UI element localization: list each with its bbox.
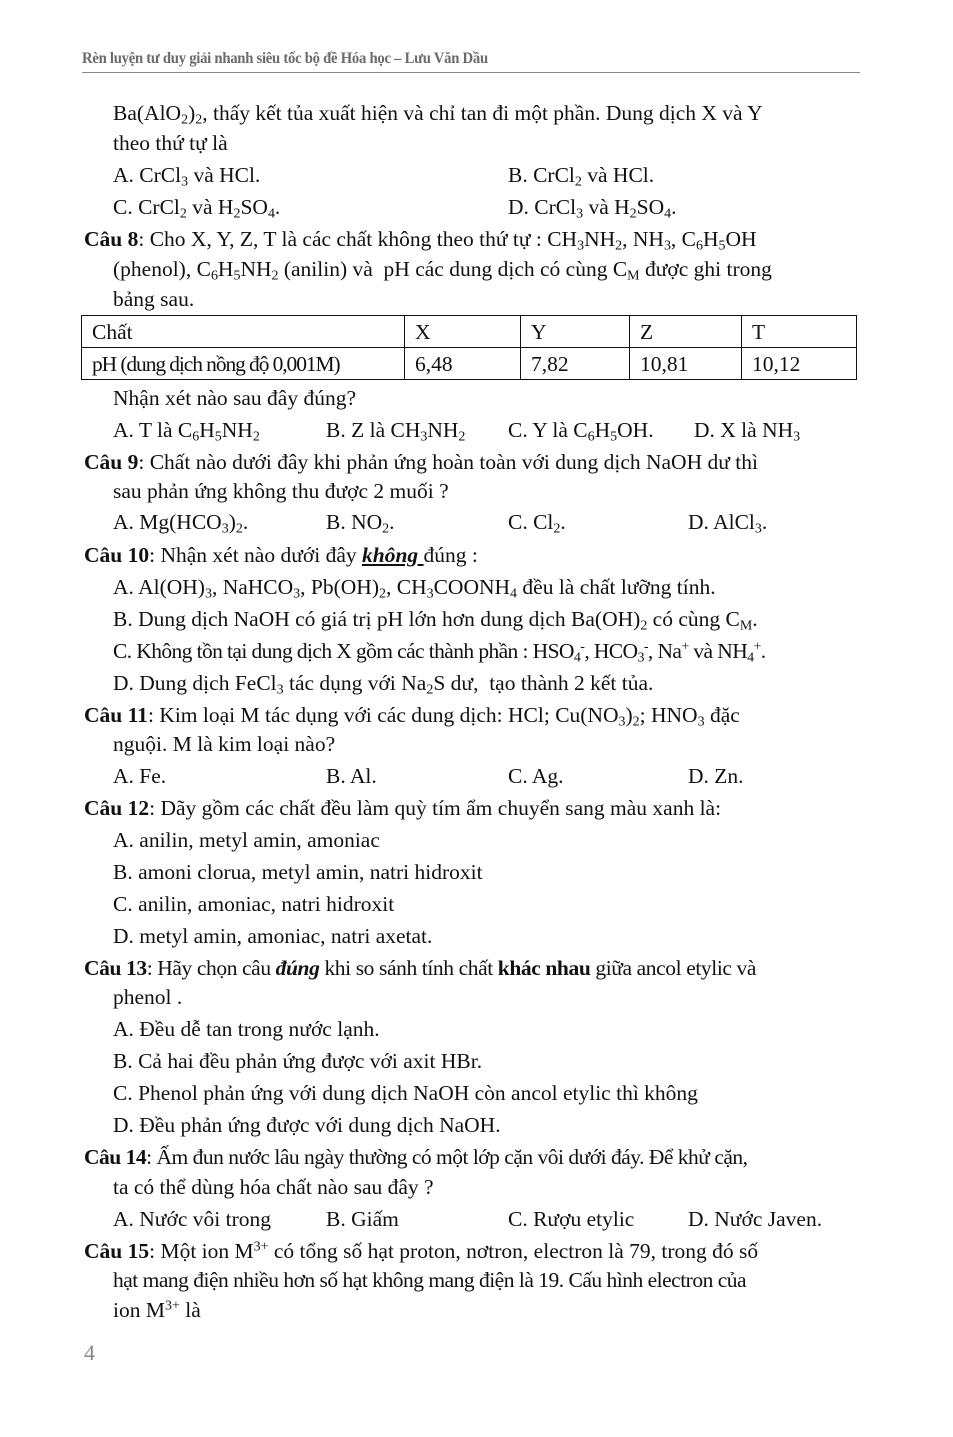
- emphasis-dung: đúng: [275, 956, 320, 980]
- q14-option-c[interactable]: C. Rượu etylic: [508, 1207, 635, 1231]
- page-number: 4: [84, 1340, 95, 1365]
- q15-text-line1: Câu 15: Một ion $M^{3+}$ có tổng số hạt proton, nơtron, electron là 79, trong đó số: [84, 1239, 759, 1263]
- q13-option-a[interactable]: A. Đều dễ tan trong nước lạnh.: [113, 1017, 380, 1041]
- table-cell: 10,12: [742, 348, 857, 380]
- q8-option-d[interactable]: D. X là $NH_3$: [694, 418, 801, 445]
- q8-option-a[interactable]: A. T là $C_6H_5NH_2$: [113, 418, 260, 445]
- q13-option-c[interactable]: C. Phenol phản ứng với dung dịch NaOH còn ancol etylic thì không: [113, 1081, 698, 1105]
- table-header-row: [82, 316, 857, 348]
- q10-option-a[interactable]: A. $Al(OH)_3$, NaHCO$_3$, $Pb(OH)_2$, $CH_3COONH_4$ đều là chất lưỡng tính.: [113, 575, 716, 602]
- q9-option-b[interactable]: B. $NO_2$.: [326, 510, 395, 537]
- table-header-cell: T: [742, 316, 857, 348]
- q8-option-c[interactable]: C. Y là $C_6H_5OH$.: [508, 418, 654, 445]
- q12-option-d[interactable]: D. metyl amin, amoniac, natri axetat.: [113, 924, 433, 948]
- table-cell: 7,82: [521, 348, 630, 380]
- q13-text-line2: phenol .: [113, 985, 183, 1009]
- q7-text-line2: theo thứ tự là: [113, 131, 228, 155]
- q13-option-d[interactable]: D. Đều phản ứng được với dung dịch NaOH.: [113, 1113, 501, 1137]
- q10-label: Câu 10: [84, 543, 150, 567]
- q8-question: Nhận xét nào sau đây đúng?: [113, 386, 356, 410]
- q12-option-b[interactable]: B. amoni clorua, metyl amin, natri hidroxit: [113, 860, 483, 884]
- q8-option-b[interactable]: B. Z là $CH_3NH_2$: [326, 418, 466, 445]
- ph-table: [81, 315, 857, 380]
- q12-label: Câu 12: [84, 796, 150, 820]
- q14-option-b[interactable]: B. Giấm: [326, 1207, 399, 1231]
- q11-option-b[interactable]: B. Al.: [326, 764, 377, 788]
- q13-label: Câu 13: [84, 956, 147, 980]
- q10-option-b[interactable]: B. Dung dịch NaOH có giá trị pH lớn hơn dung dịch $Ba(OH)_2$ có cùng $C_M$.: [113, 607, 758, 634]
- q10-option-c[interactable]: C. Không tồn tại dung dịch X gồm các thành phần : $HSO_4^-$, $HCO_3^-$, Na+ và $NH_4^+$.: [113, 639, 766, 666]
- table-header-cell: Z: [630, 316, 742, 348]
- q8-text-line2: (phenol), $C_6H_5NH_2$ (anilin) và pH các dung dịch có cùng $C_M$ được ghi trong: [113, 257, 772, 284]
- table-header-cell: Y: [521, 316, 630, 348]
- q15-label: Câu 15: [84, 1239, 150, 1263]
- q11-label: Câu 11: [84, 703, 148, 727]
- q10-option-d[interactable]: D. Dung dịch FeCl$_3$ tác dụng với $Na_2S$ dư, tạo thành 2 kết tủa.: [113, 671, 654, 698]
- q12-option-c[interactable]: C. anilin, amoniac, natri hidroxit: [113, 892, 395, 916]
- q12-option-a[interactable]: A. anilin, metyl amin, amoniac: [113, 828, 380, 852]
- q12-text: Câu 12: Dãy gồm các chất đều làm quỳ tím ẩm chuyển sang màu xanh là:: [84, 796, 722, 820]
- q11-option-a[interactable]: A. Fe.: [113, 764, 167, 788]
- q9-label: Câu 9: [84, 450, 139, 474]
- q11-option-d[interactable]: D. Zn.: [688, 764, 744, 788]
- table-row: [82, 348, 857, 380]
- q7-text-line1: $Ba(AlO_2)_2$, thấy kết tủa xuất hiện và chỉ tan đi một phần. Dung dịch X và Y: [113, 101, 763, 128]
- q7-option-a[interactable]: A. CrCl$_3$ và HCl.: [113, 163, 261, 190]
- q7-option-b[interactable]: B. CrCl$_2$ và HCl.: [508, 163, 655, 190]
- table-cell: 6,48: [405, 348, 521, 380]
- q8-text-line3: bảng sau.: [113, 287, 195, 311]
- q9-option-c[interactable]: C. $Cl_2$.: [508, 510, 566, 537]
- q11-text-line2: nguội. M là kim loại nào?: [113, 732, 336, 756]
- emphasis-khong: không: [362, 543, 424, 567]
- q9-text-line1: Câu 9: Chất nào dưới đây khi phản ứng hoàn toàn với dung dịch NaOH dư thì: [84, 450, 758, 474]
- table-cell: 10,81: [630, 348, 742, 380]
- q15-text-line2: hạt mang điện nhiều hơn số hạt không mang điện là 19. Cấu hình electron của: [113, 1268, 747, 1292]
- q15-text-line3: ion $M^{3+}$ là: [113, 1298, 201, 1322]
- q10-text: Câu 10: Nhận xét nào dưới đây không đúng :: [84, 543, 478, 567]
- q9-option-d[interactable]: D. AlCl$_3$.: [688, 510, 768, 537]
- q14-option-a[interactable]: A. Nước vôi trong: [113, 1207, 271, 1231]
- q11-option-c[interactable]: C. Ag.: [508, 764, 564, 788]
- q9-text-line2: sau phản ứng không thu được 2 muối ?: [113, 479, 449, 503]
- q7-option-d[interactable]: D. CrCl$_3$ và $H_2SO_4$.: [508, 195, 677, 222]
- q13-option-b[interactable]: B. Cả hai đều phản ứng được với axit HBr.: [113, 1049, 483, 1073]
- emphasis-khac-nhau: khác nhau: [497, 956, 591, 980]
- q7-option-c[interactable]: C. CrCl$_2$ và $H_2SO_4$.: [113, 195, 281, 222]
- q8-text-line1: Câu 8: Cho X, Y, Z, T là các chất không theo thứ tự : $CH_3NH_2$, $NH_3$, $C_6H_5OH$: [84, 227, 757, 254]
- q14-option-d[interactable]: D. Nước Javen.: [688, 1207, 823, 1231]
- header-divider: [82, 72, 860, 73]
- q14-text-line1: Câu 14: Ấm đun nước lâu ngày thường có một lớp cặn vôi dưới đáy. Để khử cặn,: [84, 1145, 748, 1169]
- q14-label: Câu 14: [84, 1145, 147, 1169]
- q8-label: Câu 8: [84, 227, 139, 251]
- q9-option-a[interactable]: A. $Mg(HCO_3)_2$.: [113, 510, 249, 537]
- q14-text-line2: ta có thể dùng hóa chất nào sau đây ?: [113, 1175, 434, 1199]
- table-header-cell: X: [405, 316, 521, 348]
- running-header: Rèn luyện tư duy giải nhanh siêu tốc bộ đề Hóa học – Lưu Văn Dầu: [82, 50, 488, 67]
- q11-text-line1: Câu 11: Kim loại M tác dụng với các dung dịch: HCl; $Cu(NO_3)_2$; $HNO_3$ đặc: [84, 703, 740, 730]
- q13-text-line1: Câu 13: Hãy chọn câu đúng khi so sánh tính chất khác nhau giữa ancol etylic và: [84, 956, 757, 980]
- table-header-cell: Chất: [82, 316, 405, 348]
- table-row-label: pH (dung dịch nồng độ 0,001M): [82, 348, 405, 380]
